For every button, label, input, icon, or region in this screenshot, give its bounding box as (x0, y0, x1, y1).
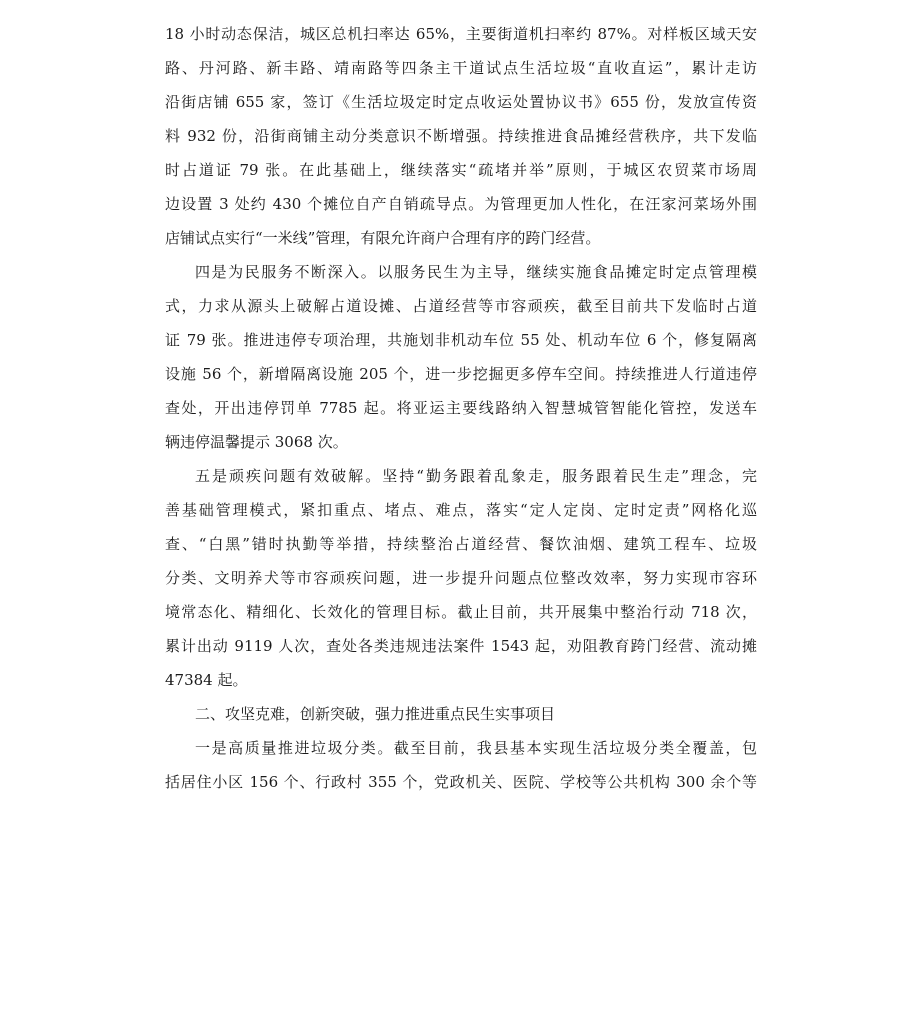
section-heading: 二、攻坚克难，创新突破，强力推进重点民生实事项目 (195, 705, 556, 723)
text-line: 时占道证 79 张。在此基础上，继续落实“疏堵并举”原则，于城区农贸菜市场周 (165, 161, 757, 179)
text-line: 括居住小区 156 个、行政村 355 个，党政机关、医院、学校等公共机构 300 余个等 (165, 773, 757, 791)
text-line: 查处，开出违停罚单 7785 起。将亚运主要线路纳入智慧城管智能化管控，发送车 (165, 399, 757, 417)
paragraph-start-line: 五是顽疾问题有效破解。坚持“勤务跟着乱象走，服务跟着民生走”理念，完 (195, 467, 757, 485)
text-line: 辆违停温馨提示 3068 次。 (165, 433, 348, 451)
top-margin (165, 0, 757, 17)
text-line: 境常态化、精细化、长效化的管理目标。截止目前，共开展集中整治行动 718 次， (165, 603, 757, 621)
text-line: 边设置 3 处约 430 个摊位自产自销疏导点。为管理更加人性化，在汪家河菜场外围 (165, 195, 757, 213)
text-line: 累计出动 9119 人次，查处各类违规违法案件 1543 起，劝阻教育跨门经营、流动摊 (165, 637, 757, 655)
text-line: 善基础管理模式，紧扣重点、堵点、难点，落实“定人定岗、定时定责”网格化巡 (165, 501, 757, 519)
text-line: 沿街店铺 655 家，签订《生活垃圾定时定点收运处置协议书》655 份，发放宣传资 (165, 93, 757, 111)
paragraph-start-line: 四是为民服务不断深入。以服务民生为主导，继续实施食品摊定时定点管理模 (195, 263, 757, 281)
text-line: 47384 起。 (165, 671, 248, 689)
text-line: 18 小时动态保洁，城区总机扫率达 65%，主要街道机扫率约 87%。对样板区域天安 (165, 25, 757, 43)
text-line: 分类、文明养犬等市容顽疾问题，进一步提升问题点位整改效率，努力实现市容环 (165, 569, 757, 587)
text-line: 料 932 份，沿街商铺主动分类意识不断增强。持续推进食品摊经营秩序，共下发临 (165, 127, 757, 145)
text-line: 证 79 张。推进违停专项治理，共施划非机动车位 55 处、机动车位 6 个，修复隔离 (165, 331, 757, 349)
text-line: 设施 56 个，新增隔离设施 205 个，进一步挖掘更多停车空间。持续推进人行道违停 (165, 365, 757, 383)
text-line: 式，力求从源头上破解占道设摊、占道经营等市容顽疾，截至目前共下发临时占道 (165, 297, 757, 315)
document-body (165, 0, 757, 799)
text-line: 店铺试点实行“一米线”管理，有限允许商户合理有序的跨门经营。 (165, 229, 601, 247)
paragraph-start-line: 一是高质量推进垃圾分类。截至目前，我县基本实现生活垃圾分类全覆盖，包 (195, 739, 757, 757)
text-line: 路、丹河路、新丰路、靖南路等四条主干道试点生活垃圾“直收直运”，累计走访 (165, 59, 757, 77)
text-line: 查、“白黑”错时执勤等举措，持续整治占道经营、餐饮油烟、建筑工程车、垃圾 (165, 535, 757, 553)
